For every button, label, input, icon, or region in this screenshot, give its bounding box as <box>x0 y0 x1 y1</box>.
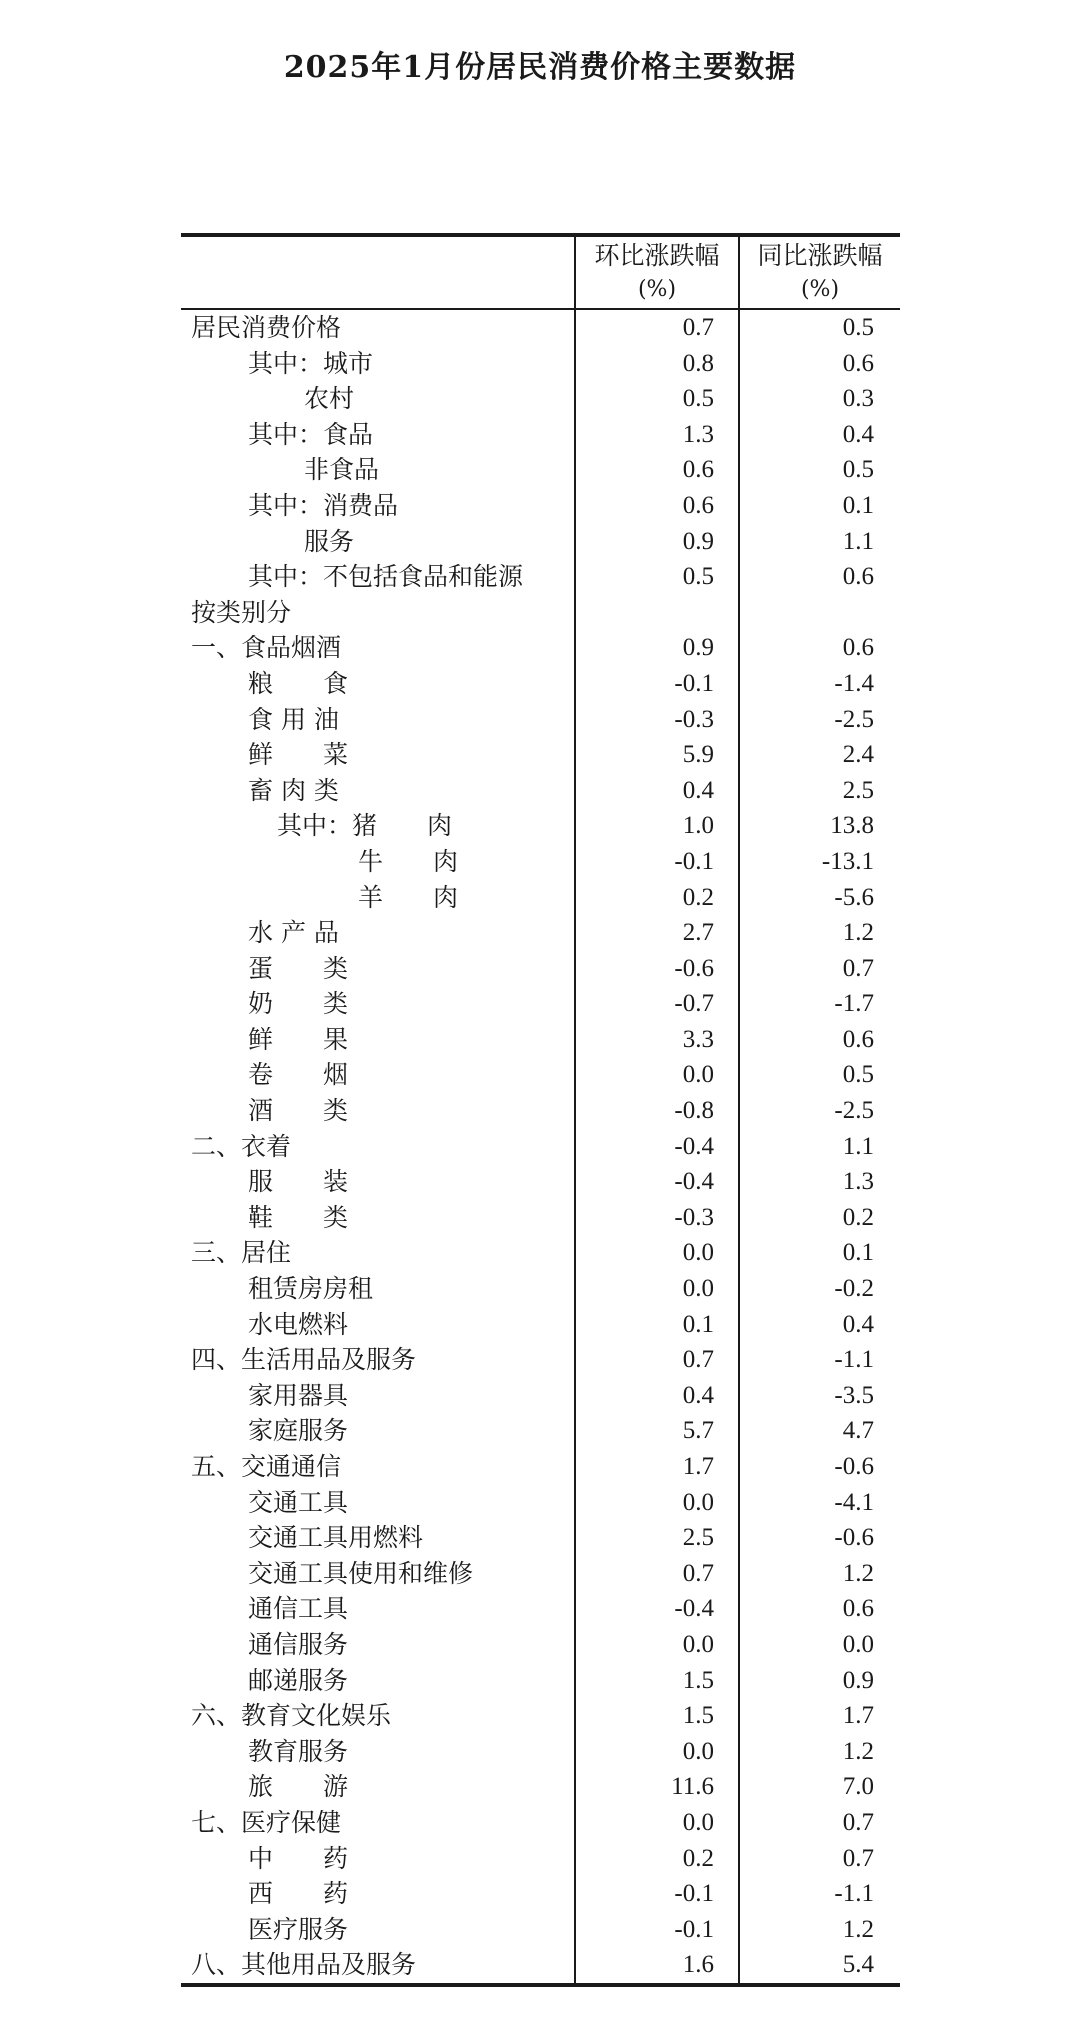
table-row <box>181 381 900 417</box>
yoy-value: -3.5 <box>834 1381 874 1409</box>
row-label: 邮递服务 <box>248 1665 349 1695</box>
table-row <box>181 666 900 702</box>
table-row <box>181 880 900 916</box>
yoy-value: 0.0 <box>842 1630 874 1658</box>
table-row <box>181 1307 900 1343</box>
mom-value: 0.2 <box>682 883 714 911</box>
yoy-value: 1.7 <box>842 1702 874 1730</box>
mom-value: 0.0 <box>682 1808 714 1836</box>
yoy-value: 2.4 <box>842 741 874 769</box>
yoy-value: -1.1 <box>834 1880 874 1908</box>
yoy-value: 1.2 <box>842 1559 874 1587</box>
mom-value: -0.1 <box>674 1915 714 1943</box>
row-label: 六、教育文化娱乐 <box>191 1701 392 1731</box>
mom-value: -0.4 <box>674 1168 714 1196</box>
yoy-value: 0.7 <box>842 1844 874 1872</box>
mom-value: 0.5 <box>682 563 714 591</box>
row-label: 服 装 <box>248 1167 349 1197</box>
yoy-value: 0.5 <box>842 1061 874 1089</box>
mom-value: -0.1 <box>674 669 714 697</box>
row-label: 牛 肉 <box>358 846 459 876</box>
row-label: 酒 类 <box>248 1096 349 1126</box>
row-label: 其中：消费品 <box>248 490 399 520</box>
table-row <box>181 1627 900 1663</box>
mom-value: -0.7 <box>674 990 714 1018</box>
row-label: 鞋 类 <box>248 1202 349 1232</box>
row-label: 四、生活用品及服务 <box>191 1345 417 1375</box>
yoy-value: 0.2 <box>842 1203 874 1231</box>
yoy-value: 1.2 <box>842 1915 874 1943</box>
table-row <box>181 1342 900 1378</box>
table-row <box>181 452 900 488</box>
table-row <box>181 559 900 595</box>
mom-value: 0.7 <box>682 1346 714 1374</box>
mom-value: 1.5 <box>682 1702 714 1730</box>
yoy-value: 0.5 <box>842 456 874 484</box>
mom-value: 0.4 <box>682 776 714 804</box>
mom-value: 0.0 <box>682 1239 714 1267</box>
mom-value: -0.4 <box>674 1132 714 1160</box>
yoy-value: 4.7 <box>842 1417 874 1445</box>
row-label: 服务 <box>304 526 355 556</box>
mom-value: 0.0 <box>682 1488 714 1516</box>
mom-value: 0.0 <box>682 1737 714 1765</box>
row-label: 交通工具使用和维修 <box>248 1558 474 1588</box>
yoy-value: -2.5 <box>834 705 874 733</box>
mom-value: 0.6 <box>682 456 714 484</box>
yoy-value: 5.4 <box>842 1951 874 1979</box>
yoy-value: 0.6 <box>842 1025 874 1053</box>
table-row <box>181 808 900 844</box>
table-row <box>181 1947 900 1983</box>
table-row <box>181 1556 900 1592</box>
mom-value: 0.9 <box>682 634 714 662</box>
table-row <box>181 1663 900 1699</box>
table-row <box>181 773 900 809</box>
table-bottom-rule <box>181 1983 900 1987</box>
table-row <box>181 1805 900 1841</box>
row-label: 交通工具用燃料 <box>248 1523 424 1553</box>
table-row <box>181 524 900 560</box>
row-label: 通信工具 <box>248 1594 349 1624</box>
row-label: 水电燃料 <box>248 1309 349 1339</box>
table-row <box>181 346 900 382</box>
mom-value: 1.5 <box>682 1666 714 1694</box>
yoy-value: -1.4 <box>834 669 874 697</box>
table-row <box>181 1164 900 1200</box>
yoy-value: 7.0 <box>842 1773 874 1801</box>
row-label: 卷 烟 <box>248 1060 349 1090</box>
table-row <box>181 1093 900 1129</box>
yoy-value: 0.4 <box>842 420 874 448</box>
table-row <box>181 915 900 951</box>
table-row <box>181 1734 900 1770</box>
row-label: 按类别分 <box>191 597 292 627</box>
row-label: 七、医疗保健 <box>191 1807 342 1837</box>
yoy-value: 0.7 <box>842 954 874 982</box>
row-label: 租赁房房租 <box>248 1274 374 1304</box>
table-row <box>181 417 900 453</box>
yoy-value: 0.7 <box>842 1808 874 1836</box>
row-label: 八、其他用品及服务 <box>191 1950 417 1980</box>
table-row <box>181 1129 900 1165</box>
yoy-value: 0.1 <box>842 491 874 519</box>
mom-value: 0.2 <box>682 1844 714 1872</box>
mom-value: 0.4 <box>682 1381 714 1409</box>
yoy-value: -4.1 <box>834 1488 874 1516</box>
mom-value: 0.5 <box>682 385 714 413</box>
yoy-value: -1.7 <box>834 990 874 1018</box>
mom-value: 0.6 <box>682 491 714 519</box>
table-row <box>181 986 900 1022</box>
yoy-value: 2.5 <box>842 776 874 804</box>
yoy-value: 0.5 <box>842 314 874 341</box>
yoy-value: 1.1 <box>842 1132 874 1160</box>
header-mom-unit: (%) <box>637 277 677 302</box>
table-row <box>181 1912 900 1948</box>
mom-value: 2.7 <box>682 919 714 947</box>
header-yoy-label: 同比涨跌幅 <box>757 241 883 270</box>
table-row <box>181 737 900 773</box>
mom-value: -0.6 <box>674 954 714 982</box>
table-row <box>181 1520 900 1556</box>
mom-value: 5.9 <box>682 741 714 769</box>
yoy-value: 0.1 <box>842 1239 874 1267</box>
header-mom-label: 环比涨跌幅 <box>594 241 720 270</box>
yoy-value: 13.8 <box>830 812 874 840</box>
mom-value: 3.3 <box>682 1025 714 1053</box>
mom-value: 0.1 <box>682 1310 714 1338</box>
row-label: 五、交通通信 <box>191 1452 342 1481</box>
yoy-value: -0.6 <box>834 1453 874 1480</box>
mom-value: 0.0 <box>682 1275 714 1303</box>
table-row <box>181 844 900 880</box>
row-label: 农村 <box>304 384 355 414</box>
row-label: 通信服务 <box>248 1629 349 1659</box>
mom-value: -0.3 <box>674 1203 714 1231</box>
table-row <box>181 1591 900 1627</box>
row-label: 鲜 菜 <box>248 740 349 770</box>
row-label: 旅 游 <box>248 1772 349 1802</box>
mom-value: 1.7 <box>682 1453 714 1480</box>
yoy-value: 0.6 <box>842 1595 874 1623</box>
yoy-value: 1.2 <box>842 919 874 947</box>
table-row <box>181 1841 900 1877</box>
mom-value: -0.3 <box>674 705 714 733</box>
mom-value: -0.4 <box>674 1595 714 1623</box>
page-title: 2025年1月份居民消费价格主要数据 <box>283 50 797 85</box>
table-header <box>181 237 900 308</box>
mom-value: -0.8 <box>674 1097 714 1125</box>
row-label: 其中：食品 <box>248 419 374 449</box>
yoy-value: 0.9 <box>842 1666 874 1694</box>
row-label: 医疗服务 <box>248 1914 349 1944</box>
row-label: 教育服务 <box>248 1736 349 1766</box>
row-label: 非食品 <box>304 455 380 485</box>
mom-value: 0.0 <box>682 1061 714 1089</box>
yoy-value: 1.1 <box>842 527 874 555</box>
yoy-value: -13.1 <box>821 847 874 875</box>
yoy-value: 0.6 <box>842 349 874 377</box>
mom-value: 11.6 <box>671 1773 714 1801</box>
mom-value: 1.0 <box>682 812 714 840</box>
yoy-value: -2.5 <box>834 1097 874 1125</box>
mom-value: -0.1 <box>674 1880 714 1908</box>
row-label: 居民消费价格 <box>191 313 342 342</box>
row-label: 二、衣着 <box>191 1131 292 1161</box>
row-label: 三、居住 <box>191 1238 292 1268</box>
mom-value: 5.7 <box>682 1417 714 1445</box>
row-label: 家用器具 <box>248 1380 349 1410</box>
mom-value: 1.3 <box>682 420 714 448</box>
mom-value: 0.7 <box>682 314 714 341</box>
table-row <box>181 488 900 524</box>
mom-value: 0.8 <box>682 349 714 377</box>
row-label: 其中：城市 <box>248 348 374 378</box>
header-yoy-unit: (%) <box>800 277 840 302</box>
mom-value: 2.5 <box>682 1524 714 1552</box>
row-label: 奶 类 <box>248 989 349 1019</box>
yoy-value: -0.6 <box>834 1524 874 1552</box>
mom-value: 0.7 <box>682 1559 714 1587</box>
yoy-value: -5.6 <box>834 883 874 911</box>
table-body <box>181 310 900 1983</box>
row-label: 食 用 油 <box>248 704 339 734</box>
table-row <box>181 1022 900 1058</box>
table-row <box>181 1876 900 1912</box>
table-row <box>181 951 900 987</box>
row-label: 羊 肉 <box>358 882 459 912</box>
table-row <box>181 595 900 631</box>
table-row <box>181 1769 900 1805</box>
row-label: 中 药 <box>248 1843 349 1873</box>
row-label: 其中：猪 肉 <box>277 811 453 841</box>
mom-value: 1.6 <box>682 1951 714 1979</box>
yoy-value: 0.4 <box>842 1310 874 1338</box>
yoy-value: -0.2 <box>834 1275 874 1303</box>
row-label: 畜 肉 类 <box>248 775 339 805</box>
row-label: 水 产 品 <box>248 918 339 948</box>
yoy-value: 1.3 <box>842 1168 874 1196</box>
row-label: 家庭服务 <box>248 1416 349 1446</box>
mom-value: -0.1 <box>674 847 714 875</box>
table-row <box>181 1485 900 1521</box>
table-row <box>181 1378 900 1414</box>
cpi-table <box>181 233 900 1987</box>
table-row <box>181 1235 900 1271</box>
yoy-value: -1.1 <box>834 1346 874 1374</box>
yoy-value: 0.3 <box>842 385 874 413</box>
mom-value: 0.9 <box>682 527 714 555</box>
table-row <box>181 1271 900 1307</box>
table-row <box>181 1200 900 1236</box>
row-label: 一、食品烟酒 <box>191 633 342 663</box>
row-label: 蛋 类 <box>248 953 349 983</box>
header-year-on-year <box>740 237 900 308</box>
row-label: 其中：不包括食品和能源 <box>248 562 524 592</box>
mom-value: 0.0 <box>682 1630 714 1658</box>
table-row <box>181 1449 900 1485</box>
header-month-on-month <box>576 237 738 308</box>
yoy-value: 1.2 <box>842 1737 874 1765</box>
yoy-value: 0.6 <box>842 563 874 591</box>
table-row <box>181 1057 900 1093</box>
row-label: 粮 食 <box>248 668 349 698</box>
yoy-value: 0.6 <box>842 634 874 662</box>
row-label: 西 药 <box>248 1879 349 1909</box>
table-row <box>181 1413 900 1449</box>
table-row <box>181 630 900 666</box>
row-label: 鲜 果 <box>248 1024 349 1054</box>
table-row <box>181 310 900 346</box>
row-label: 交通工具 <box>248 1487 349 1517</box>
table-row <box>181 702 900 738</box>
table-row <box>181 1698 900 1734</box>
